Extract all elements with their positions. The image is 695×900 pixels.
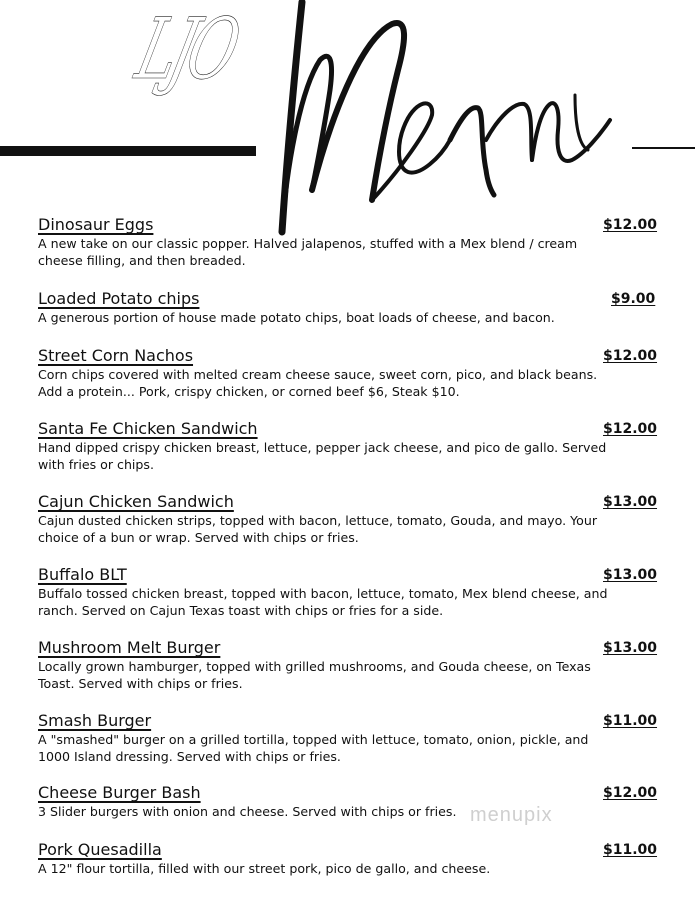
item-price: $12.00 [603,348,658,364]
menu-item [38,564,658,619]
item-name: Smash Burger [38,711,152,730]
item-name: Loaded Potato chips [38,289,200,308]
item-price: $11.00 [603,842,658,858]
menu-item [38,710,658,765]
item-description: A generous portion of house made potato chips, boat loads of cheese, and bacon. [38,310,555,325]
item-name: Pork Quesadilla [38,840,162,859]
menu-item [38,418,658,473]
item-name: Santa Fe Chicken Sandwich [38,419,258,438]
menu-item [38,214,658,269]
item-name: Dinosaur Eggs [38,215,154,234]
item-price: $13.00 [603,567,658,583]
item-name: Cheese Burger Bash [38,783,201,802]
item-price: $12.00 [603,421,658,437]
item-description: A "smashed" burger on a grilled tortilla, topped with lettuce, tomato, onion, pickle, and 1000 Island dressing. Served with chips or fries. [38,732,589,764]
item-name: Street Corn Nachos [38,346,194,365]
item-description: Buffalo tossed chicken breast, topped with bacon, lettuce, tomato, Mex blend cheese, and ranch. Served on Cajun Texas toast with chips or fries for a side. [38,586,608,618]
item-price: $13.00 [603,494,658,510]
menu-item [38,637,658,692]
menu-item [38,839,658,878]
item-price: $9.00 [611,291,656,307]
menu-item [38,345,658,400]
item-price: $12.00 [603,217,658,233]
item-description: Hand dipped crispy chicken breast, lettuce, pepper jack cheese, and pico de gallo. Served with fries or chips. [38,440,607,472]
logo-text: LJO [127,0,244,99]
item-description: 3 Slider burgers with onion and cheese. Served with chips or fries. [38,804,457,819]
item-description: A new take on our classic popper. Halved jalapenos, stuffed with a Mex blend / cream cheese filling, and then breaded. [38,236,578,268]
item-name: Buffalo BLT [38,565,127,584]
menu-title-script [0,0,695,240]
item-price: $13.00 [603,640,658,656]
item-description: Cajun dusted chicken strips, topped with bacon, lettuce, tomato, Gouda, and mayo. Your choice of a bun or wrap. Served with chips or fries. [38,513,598,545]
watermark: menupix [470,804,553,826]
menu-item [38,491,658,546]
item-name: Mushroom Melt Burger [38,638,221,657]
item-price: $12.00 [603,785,658,801]
item-price: $11.00 [603,713,658,729]
item-name: Cajun Chicken Sandwich [38,492,234,511]
menu-header [0,0,695,215]
item-description: Locally grown hamburger, topped with grilled mushrooms, and Gouda cheese, on Texas Toast. Served with chips or fries. [38,659,591,691]
menu-item [38,288,656,327]
item-description: Corn chips covered with melted cream cheese sauce, sweet corn, pico, and black beans. Add a protein... Pork, crispy chicken, or corned beef $6, Steak $10. [38,367,598,399]
item-description: A 12" flour tortilla, filled with our street pork, pico de gallo, and cheese. [38,861,491,876]
